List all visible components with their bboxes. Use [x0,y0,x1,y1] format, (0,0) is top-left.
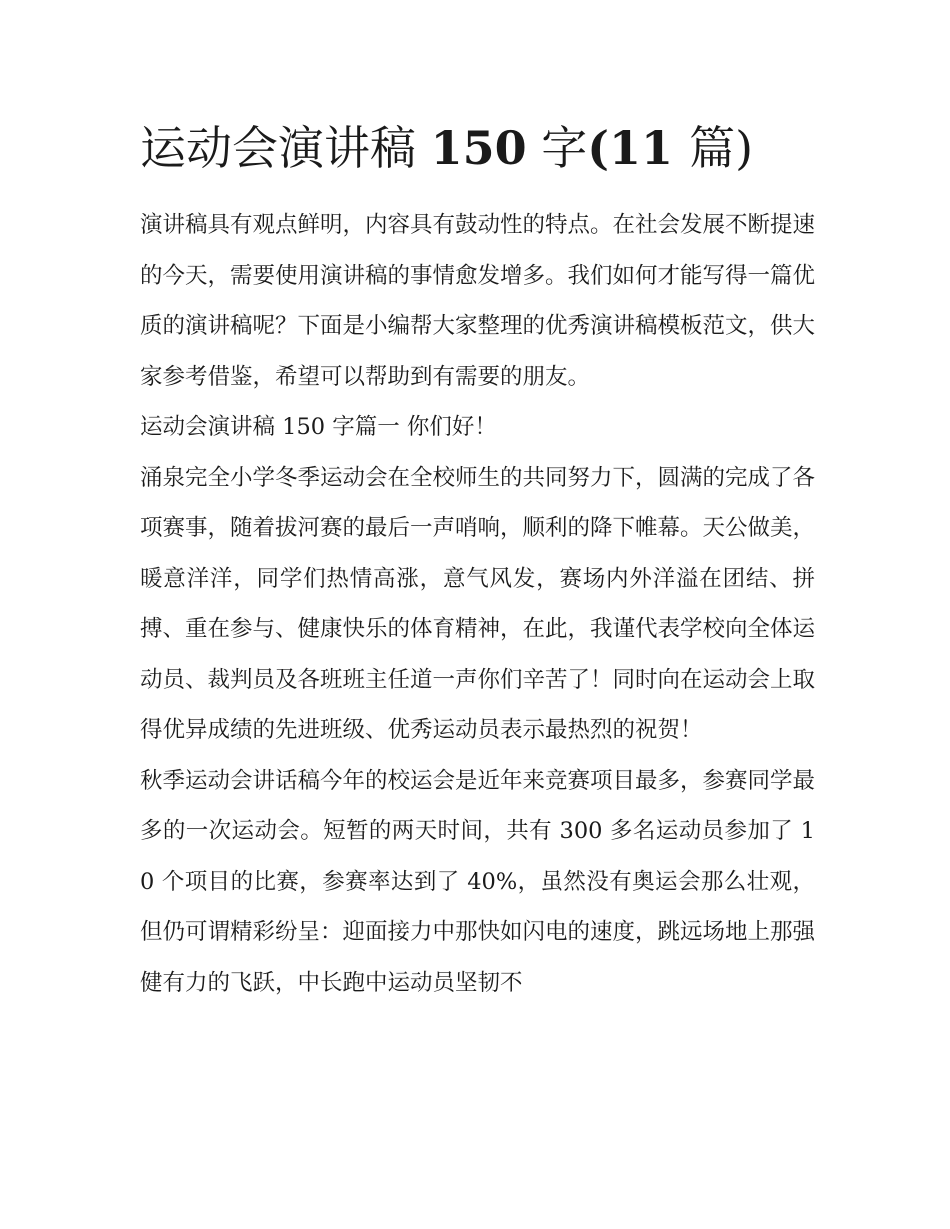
title-text: 运动会演讲稿 [140,121,431,175]
title-number: 150 [430,121,527,175]
title-count-unit: 篇) [689,121,754,175]
section-heading: 运动会演讲稿 150 字篇一 你们好！ [140,414,497,440]
title-unit: 字 [526,121,588,175]
intro-paragraph: 演讲稿具有观点鲜明，内容具有鼓动性的特点。在社会发展不断提速的今天，需要使用演讲稿的事情愈发增多。我们如何才能写得一篇优质的演讲稿呢？下面是小编帮大家整理的优秀演讲稿模板范文，供大家参考借鉴，希望可以帮助到有需要的朋友。 [140,212,816,390]
title-count: (11 [587,121,690,175]
document-title [140,118,815,178]
body-paragraph: 秋季运动会讲话稿今年的校运会是近年来竞赛项目最多，参赛同学最多的一次运动会。短暂的两天时间，共有 300 多名运动员参加了 10 个项目的比赛，参赛率达到了 40%，虽然没有奥运会那么壮观，但仍可谓精彩纷呈：迎面接力中那快如闪电的速度，跳远场地上那强健有力的飞跃，中长跑中运动员坚韧不 [140,767,816,996]
body-paragraph: 涌泉完全小学冬季运动会在全校师生的共同努力下，圆满的完成了各项赛事，随着拔河赛的最后一声哨响，顺利的降下帷幕。天公做美，暖意洋洋，同学们热情高涨，意气风发，赛场内外洋溢在团结、拼搏、重在参与、健康快乐的体育精神，在此，我谨代表学校向全体运动员、裁判员及各班班主任道一声你们辛苦了！同时向在运动会上取得优异成绩的先进班级、优秀运动员表示最热烈的祝贺！ [140,464,816,743]
document-page [140,118,815,1008]
